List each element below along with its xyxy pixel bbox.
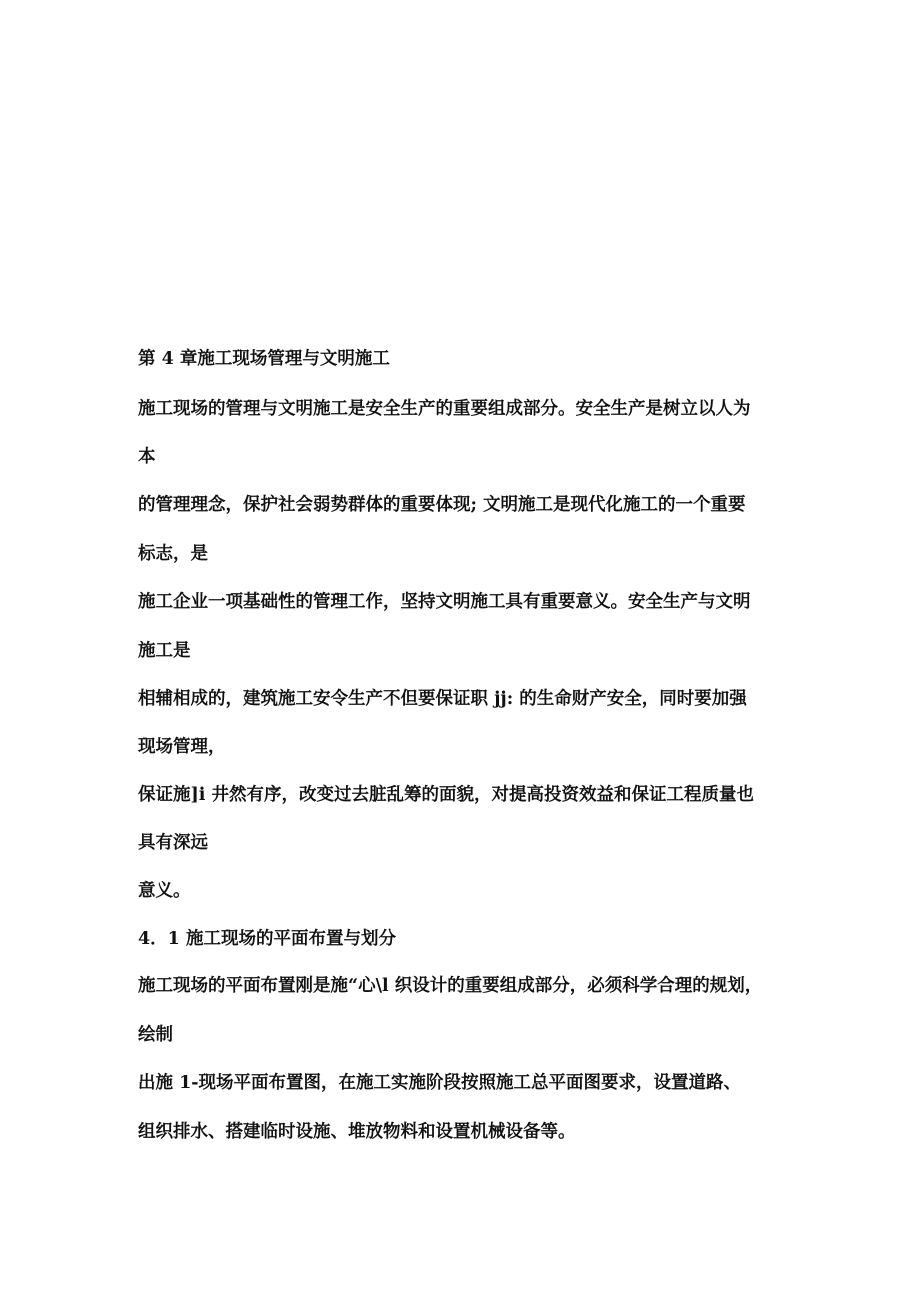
text-line: 出施 1-现场平面布置图，在施工实施阶段按照施工总平面图要求，设置道路、 [138,1073,742,1093]
text-line: 保证施]i 井然有序，改变过去脏乱筹的面貌，对提高投资效益和保证工程质量也 [138,785,755,805]
text-line: 绘制 [138,1025,173,1045]
text-line: 施工现场的平面布置刚是施“心\l 织设计的重要组成部分，必须科学合理的规划， [138,976,763,996]
text-line: 具有深远 [138,833,208,853]
chapter-heading: 第 4 章施工现场管理与文明施工 [138,349,390,369]
text-line: 施工企业一项基础性的管理工作，坚持文明施工具有重要意义。安全生产与文明 [138,592,751,612]
text-line: 意义。 [138,881,191,901]
text-line: 标志，是 [138,544,208,564]
text-line: 施工是 [138,641,191,661]
text-line: 的管理理念，保护社会弱势群体的重要体现; 文明施工是现代化施工的一个重要 [138,495,746,515]
text-line: 本 [138,447,156,467]
text-line: 相辅相成的，建筑施工安令生产不但要保证职 jj: 的生命财产安全，同时要加强 [138,689,747,709]
text-line: 施工现场的管理与文明施工是安全生产的重要组成部分。安全生产是树立以人为 [138,399,751,419]
text-line: 组织排水、搭建临时设施、堆放物料和设置机械设备等。 [138,1122,576,1142]
section-heading: 4．1 施工现场的平面布置与划分 [138,929,396,949]
text-line: 现场管理， [138,737,226,757]
